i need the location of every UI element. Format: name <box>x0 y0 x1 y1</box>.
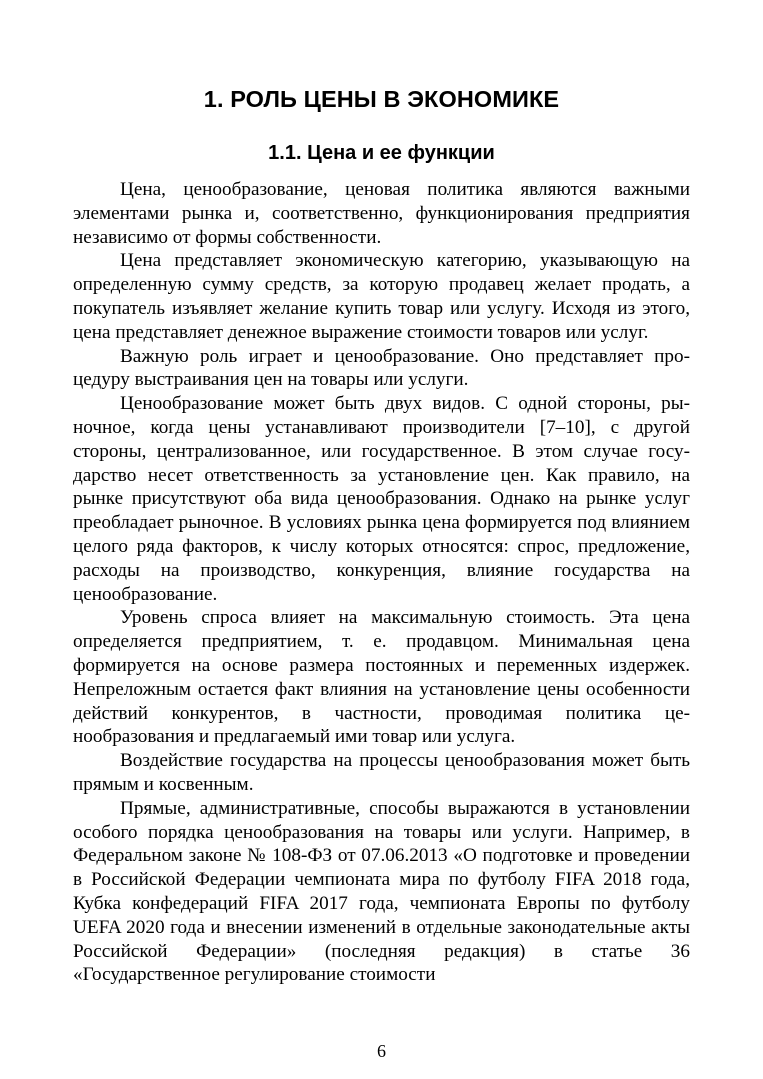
paragraph: Прямые, административные, способы выражаются в установлении особого порядка ценообразования на товары или услуги. Например, в Федеральном законе № 108-ФЗ от 07.06.2013 «О подготовке и проведении в Российской Федерации чемпионата мира по футболу FIFA 2018 года, Кубка конфедераций FIFA 2017 года, чемпионата Европы по футболу UEFA 2020 года и внесении изменений в отдельные законодательные акты Российской Федерации» (последняя редакция) в статье 36 «Государственное регулирование стоимости <box>73 797 690 986</box>
paragraph: Ценообразование может быть двух видов. С одной стороны, рыночное, когда цены устанавливают производители [7–10], с другой стороны, централизованное, или государственное. В этом случае государство несет ответственность за установление цен. Как правило, на рынке присутствуют оба вида ценообразования. Однако на рынке услуг преобладает рыночное. В условиях рынка цена формируется под влиянием целого ряда факторов, к числу которых относятся: спрос, предложение, расходы на производство, конкуренция, влияние государства на ценообразование. <box>73 393 690 605</box>
paragraph: Важную роль играет и ценообразование. Оно представляет процедуру выстраивания цен на товары или услуги. <box>73 345 690 391</box>
paragraph: Уровень спроса влияет на максимальную стоимость. Эта цена определяется предприятием, т. е. продавцом. Минимальная цена формируется на основе размера постоянных и переменных издержек. Непреложным остается факт влияния на установление цены особенности действий конкурентов, в частности, проводимая политика ценообразования и предлагаемый ими товар или услуга. <box>73 607 690 748</box>
body-text <box>73 178 690 987</box>
paragraph: Воздействие государства на процессы ценообразования может быть прямым и косвенным. <box>73 750 690 795</box>
paragraph: Цена, ценообразование, ценовая политика являются важными элементами рынка и, соответственно, функционирования предприятия независимо от формы собственности. <box>73 179 690 248</box>
paragraph: Цена представляет экономическую категорию, указывающую на определенную сумму средств, за которую продавец желает продать, а покупатель изъявляет желание купить товар или услугу. Исходя из этого, цена представляет денежное выражение стоимости товаров или услуг. <box>73 250 690 343</box>
chapter-title: 1. РОЛЬ ЦЕНЫ В ЭКОНОМИКЕ <box>203 86 560 112</box>
page-number: 6 <box>377 1041 386 1061</box>
section-title: 1.1. Цена и ее функции <box>268 142 495 164</box>
